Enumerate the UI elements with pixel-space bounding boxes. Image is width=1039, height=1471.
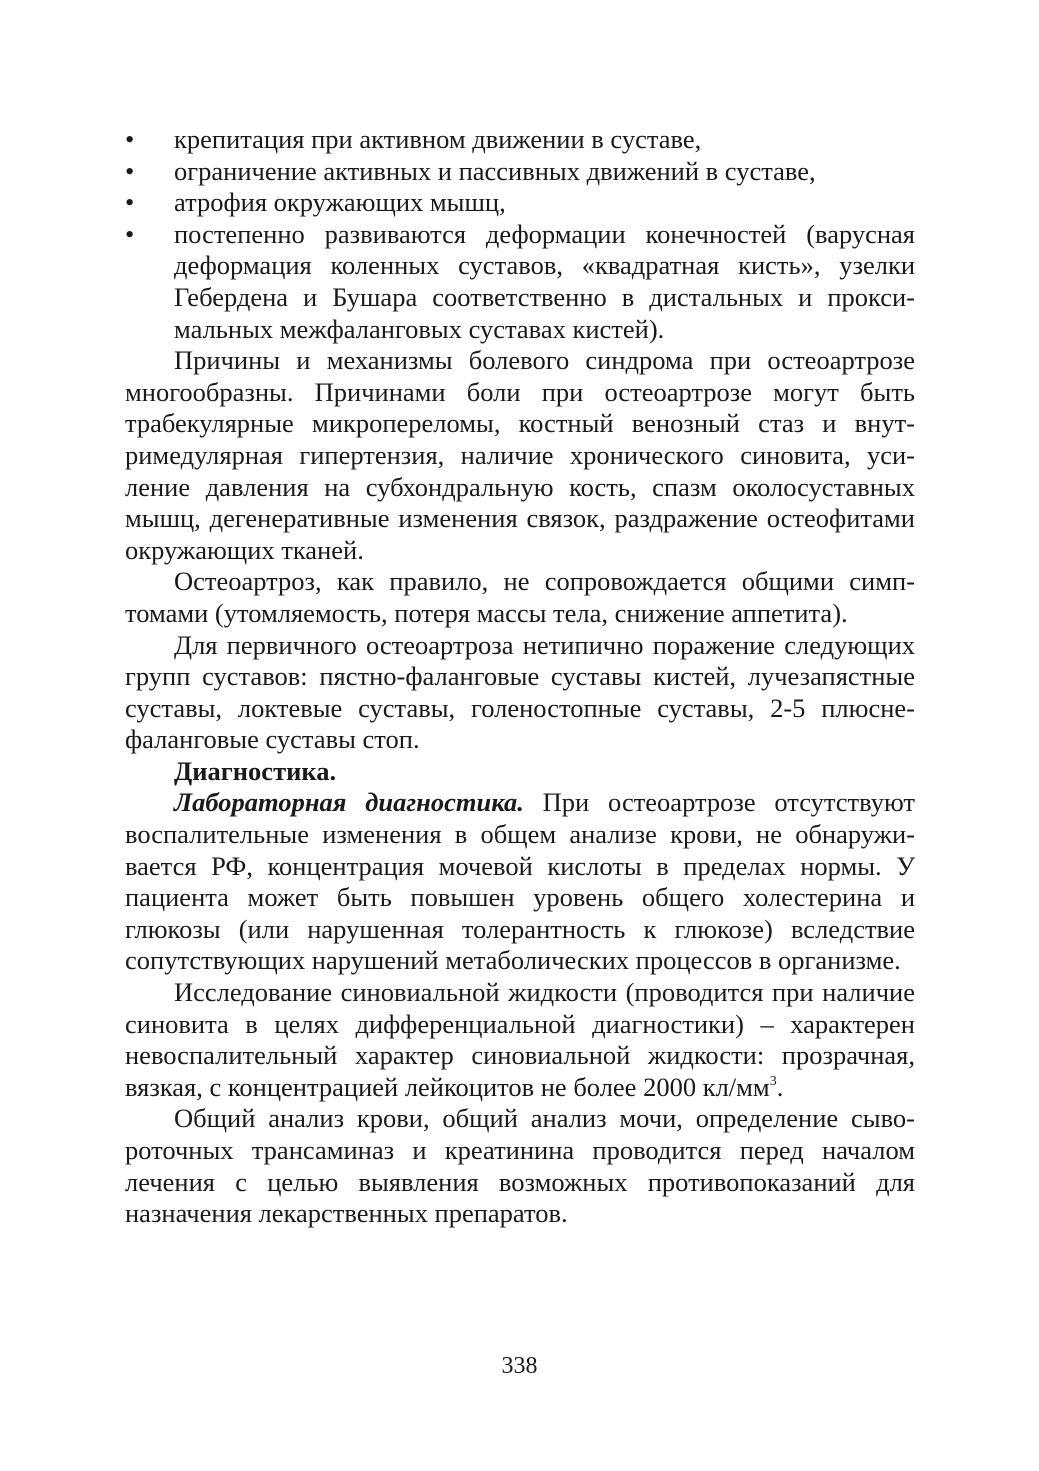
lab-diagnostics-text: При остеоартрозе отсутствуют воспалительные изменения в общем анализе крови, не обнаруживается РФ, концентрация мочевой кислоты в пределах нормы. У пациента может быть повышен уровень общего холестерина и глюкозы (или нарушенная толерантность к глюкозе) вследствие сопутствующих нарушений метаболических процессов в организме.	[125, 787, 915, 976]
paragraph-atypical-joints: Для первичного остеоартроза нетипично поражение следующих групп суставов: пястно-фаланговые суставы кистей, лучезапястные суставы, локтевые суставы, голеностопные суставы, 2-5 плюсне-фаланговые суставы стоп.	[125, 629, 915, 755]
lab-diagnostics-lead: Лабораторная диагностика.	[174, 787, 524, 818]
section-heading-diagnostics: Диагностика.	[174, 755, 337, 786]
symptom-list	[125, 124, 915, 345]
bullet-mark: •	[125, 124, 135, 154]
synovial-text: Исследование синовиальной жидкости (проводится при наличие синовита в целях дифференциальной диагностики) – характерен невоспалительный характер синовиальной жидкости: прозрачная, вязкая, с концентрацией лейкоцитов не более 2000 кл/мм	[125, 977, 915, 1102]
list-item-text: крепитация при активном движении в суставе,	[174, 124, 702, 154]
paragraph-blood-tests: Общий анализ крови, общий анализ мочи, определение сывороточных трансаминаз и креатинина проводится перед началом лечения с целью выявления возможных противопоказаний для назначения лекарственных препаратов.	[125, 1103, 915, 1229]
bullet-mark: •	[125, 155, 135, 186]
list-item	[125, 187, 915, 219]
list-item-text: атрофия окружающих мышц,	[174, 187, 506, 218]
list-item	[125, 124, 915, 156]
list-item	[125, 219, 915, 345]
paragraph-pain-causes: Причины и механизмы болевого синдрома при остеоартрозе многообразны. Причинами боли при остеоартрозе могут быть трабекулярные микропереломы, костный венозный стаз и внутримедулярная гипертензия, наличие хронического синовита, усиление давления на субхондральную кость, спазм околосуставных мышц, дегенеративные изменения связок, раздражение остеофитами окружающих тканей.	[125, 345, 915, 565]
paragraph-lab-diagnostics	[125, 787, 915, 977]
superscript-exponent: 3	[769, 1073, 777, 1089]
list-item-text: постепенно развиваются деформации конечностей (варусная деформация коленных суставов, «квадратная кисть», узелки Гебердена и Бушара соответственно в дистальных и проксимальных межфаланговых суставах кистей).	[174, 218, 915, 344]
synovial-end: .	[776, 1071, 784, 1102]
bullet-mark: •	[125, 187, 135, 218]
list-item-text: ограничение активных и пассивных движений в суставе,	[174, 155, 816, 186]
list-item	[125, 156, 915, 188]
page-number: 338	[501, 1353, 538, 1379]
page-body	[125, 124, 915, 1230]
bullet-mark: •	[125, 218, 135, 249]
paragraph-general-symptoms: Остеоартроз, как правило, не сопровождается общими симптомами (утомляемость, потеря массы тела, снижение аппетита).	[125, 566, 915, 628]
paragraph-synovial-fluid	[125, 977, 915, 1103]
